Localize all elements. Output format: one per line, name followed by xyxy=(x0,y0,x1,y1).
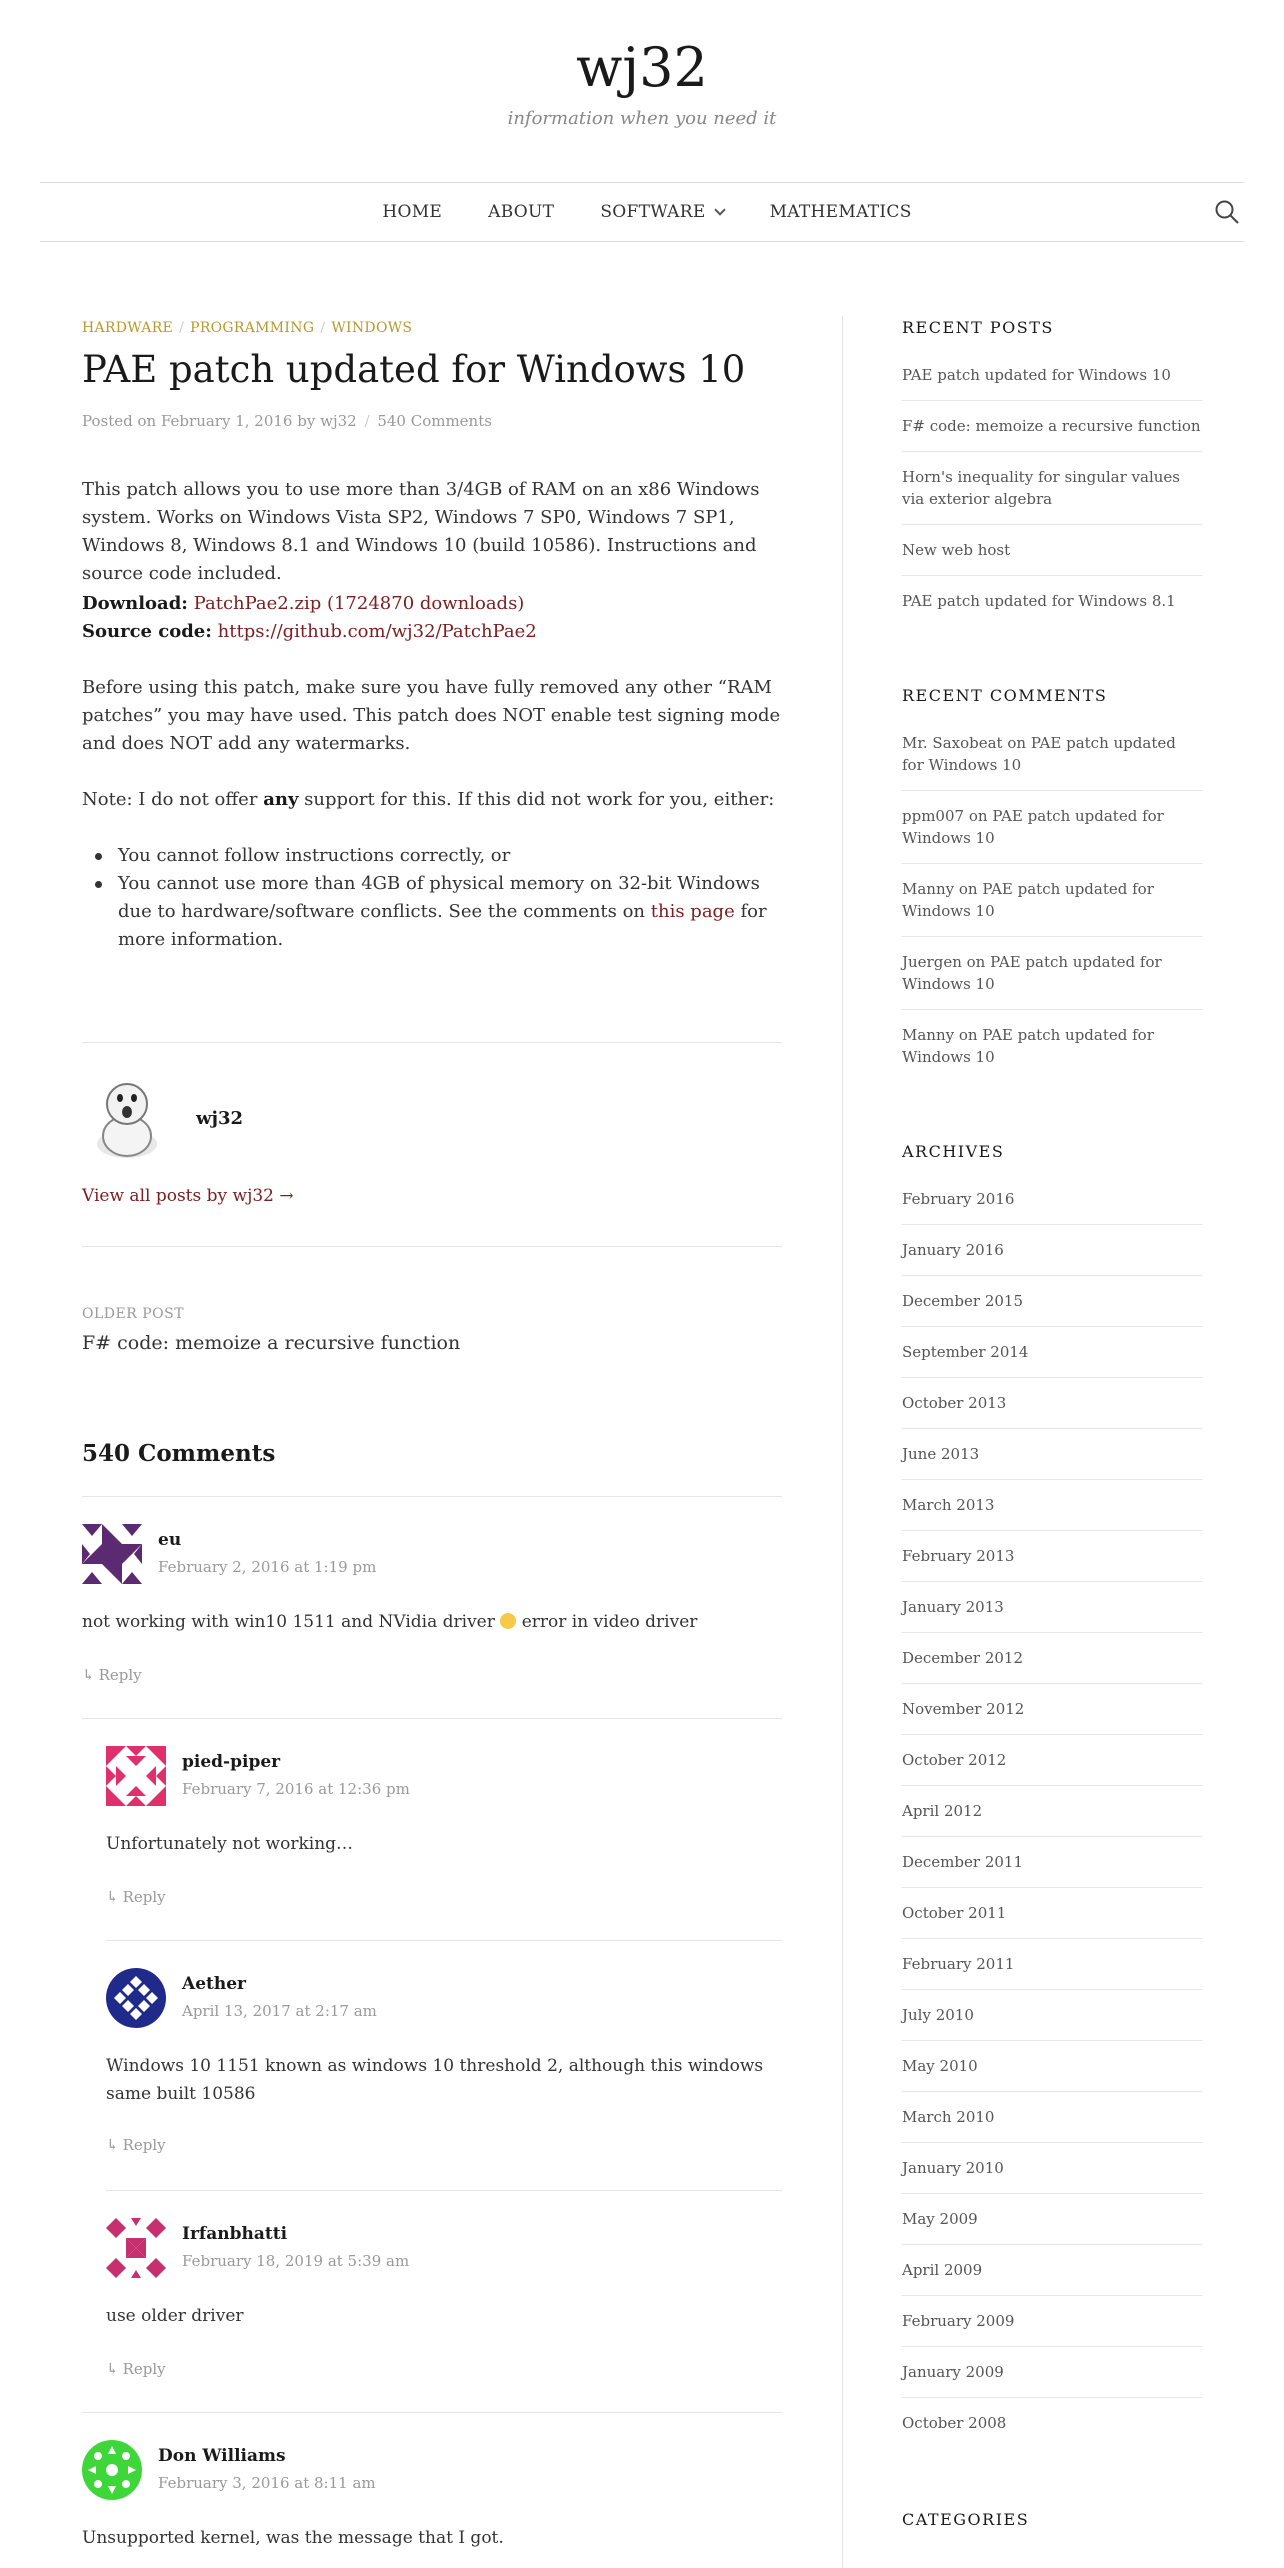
archive-link[interactable]: December 2015 xyxy=(902,1276,1202,1327)
reply-label: Reply xyxy=(122,2136,166,2154)
archive-link[interactable]: October 2013 xyxy=(902,1378,1202,1429)
post-warning: Before using this patch, make sure you have fully removed any other “RAM patches” you may have used. This patch does NOT enable test signing mode and does NOT add any watermarks. xyxy=(82,677,781,754)
archive-link[interactable]: December 2012 xyxy=(902,1633,1202,1684)
recent-comment-on: on xyxy=(968,807,988,825)
comment-reply xyxy=(106,1968,782,2188)
archive-link[interactable]: November 2012 xyxy=(902,1684,1202,1735)
content-sidebar-divider xyxy=(842,316,843,2568)
divider xyxy=(82,1718,782,1719)
archive-link[interactable]: October 2012 xyxy=(902,1735,1202,1786)
recent-post-link[interactable]: F# code: memoize a recursive function xyxy=(902,401,1202,452)
archive-link[interactable]: October 2008 xyxy=(902,2414,1007,2432)
recent-comment-on: on xyxy=(966,953,986,971)
recent-comment-post-link[interactable]: PAE patch updated for Windows 10 xyxy=(902,880,1154,920)
archive-link[interactable]: May 2009 xyxy=(902,2194,1202,2245)
comment-reply xyxy=(106,1746,782,1946)
list-item xyxy=(82,870,782,954)
main-navigation xyxy=(40,182,1244,242)
source-label: Source code: xyxy=(82,621,212,642)
archive-link[interactable]: January 2009 xyxy=(902,2347,1202,2398)
post-title: PAE patch updated for Windows 10 xyxy=(82,348,746,391)
recent-comments-title: RECENT COMMENTS xyxy=(902,686,1108,705)
nav-item-software[interactable] xyxy=(600,202,723,222)
by-label: by xyxy=(297,412,316,430)
recent-comment-item xyxy=(902,937,1202,1010)
archive-link[interactable]: February 2013 xyxy=(902,1531,1202,1582)
note-text-after: support for this. If this did not work for you, either: xyxy=(304,789,775,810)
recent-comment-on: on xyxy=(958,880,978,898)
download-link[interactable]: PatchPae2.zip (1724870 downloads) xyxy=(193,593,525,614)
recent-comment-post-link[interactable]: PAE patch updated for Windows 10 xyxy=(902,807,1164,847)
sad-face-icon xyxy=(500,1613,516,1629)
nav-item-about[interactable]: ABOUT xyxy=(488,202,555,222)
archive-link[interactable]: April 2009 xyxy=(902,2245,1202,2296)
recent-comments-list xyxy=(902,732,1202,1082)
reply-label: Reply xyxy=(98,1666,142,1684)
bullet-text: You cannot follow instructions correctly, or xyxy=(118,845,511,866)
commenter-avatar xyxy=(106,1746,166,1806)
comment-text: Unfortunately not working… xyxy=(106,1834,354,1854)
archives-list xyxy=(902,1188,1202,2449)
chevron-down-icon[interactable] xyxy=(714,204,725,215)
archive-link[interactable]: April 2012 xyxy=(902,1786,1202,1837)
comments-count-link[interactable]: 540 Comments xyxy=(377,412,492,430)
download-label: Download: xyxy=(82,593,188,614)
reply-arrow-icon: ↳ xyxy=(106,2136,119,2154)
post-date-link[interactable]: February 1, 2016 xyxy=(160,412,293,430)
meta-separator: / xyxy=(364,412,370,430)
commenter-avatar xyxy=(82,1524,142,1584)
recent-post-link[interactable]: PAE patch updated for Windows 10 xyxy=(902,362,1202,401)
divider xyxy=(82,2412,782,2413)
nav-item-mathematics[interactable]: MATHEMATICS xyxy=(769,202,912,222)
recent-comment-author: Manny xyxy=(902,880,955,898)
note-bold: any xyxy=(263,789,299,810)
recent-comment-item xyxy=(902,1010,1202,1082)
this-page-link[interactable]: this page xyxy=(650,901,735,922)
reply-button[interactable] xyxy=(106,2136,166,2154)
recent-post-link[interactable]: PAE patch updated for Windows 8.1 xyxy=(902,592,1176,610)
category-separator: / xyxy=(320,320,326,336)
archive-link[interactable]: February 2016 xyxy=(902,1188,1202,1225)
comments-title: 540 Comments xyxy=(82,1440,276,1467)
comment-text-after: error in video driver xyxy=(521,1612,698,1632)
comment-date[interactable]: February 3, 2016 at 8:11 am xyxy=(158,2474,376,2492)
divider xyxy=(106,1940,782,1941)
archives-title: ARCHIVES xyxy=(902,1142,1005,1161)
older-post-link[interactable]: F# code: memoize a recursive function xyxy=(82,1332,461,1354)
archive-link[interactable]: December 2011 xyxy=(902,1837,1202,1888)
comment-date[interactable]: April 13, 2017 at 2:17 am xyxy=(182,2002,377,2020)
comment-author[interactable]: Irfanbhatti xyxy=(182,2224,288,2244)
nav-item-home[interactable]: HOME xyxy=(382,202,443,222)
commenter-avatar xyxy=(106,2218,166,2278)
comment-date[interactable]: February 2, 2016 at 1:19 pm xyxy=(158,1558,377,1576)
recent-comment-item xyxy=(902,791,1202,864)
bullet-text: You cannot use more than 4GB of physical memory on 32-bit Windows due to hardware/software conflicts. See the comments on xyxy=(118,873,760,922)
reply-arrow-icon: ↳ xyxy=(106,2360,119,2378)
list-item xyxy=(82,842,782,870)
reply-button[interactable] xyxy=(106,2360,166,2378)
recent-comment-item xyxy=(902,864,1202,937)
comment xyxy=(82,1524,782,1724)
divider xyxy=(82,1042,782,1043)
note-text-before: Note: I do not offer xyxy=(82,789,258,810)
view-all-posts-link[interactable]: View all posts by wj32 → xyxy=(82,1186,294,1206)
recent-comment-item xyxy=(902,732,1202,791)
reply-button[interactable] xyxy=(82,1666,142,1684)
comment-text: use older driver xyxy=(106,2306,244,2326)
archive-link[interactable]: February 2011 xyxy=(902,1939,1202,1990)
recent-posts-title: RECENT POSTS xyxy=(902,318,1054,337)
comment-author[interactable]: Aether xyxy=(182,1974,246,1994)
divider xyxy=(82,1246,782,1247)
comment xyxy=(82,2440,782,2568)
nav-item-software-label: SOFTWARE xyxy=(600,202,706,222)
posted-on-label: Posted on xyxy=(82,412,157,430)
post-note xyxy=(82,786,782,814)
archive-link[interactable]: June 2013 xyxy=(902,1429,1202,1480)
archive-link[interactable]: October 2011 xyxy=(902,1888,1202,1939)
categories-title: CATEGORIES xyxy=(902,2510,1030,2529)
reply-arrow-icon: ↳ xyxy=(82,1666,95,1684)
divider xyxy=(106,2190,782,2191)
author-avatar xyxy=(82,1070,172,1160)
category-link-hardware[interactable]: HARDWARE xyxy=(82,320,174,336)
comment-text xyxy=(82,1608,782,1636)
bullet-text: for more information. xyxy=(118,901,767,950)
author-box-name: wj32 xyxy=(196,1108,244,1129)
archive-link[interactable]: March 2010 xyxy=(902,2092,1202,2143)
divider xyxy=(82,1496,782,1497)
reply-label: Reply xyxy=(122,1888,166,1906)
recent-posts-list xyxy=(902,362,1202,626)
category-link-windows[interactable]: WINDOWS xyxy=(331,320,413,336)
comment-author[interactable]: eu xyxy=(158,1530,182,1550)
recent-comment-on: on xyxy=(1007,734,1027,752)
recent-comment-author: ppm007 xyxy=(902,807,965,825)
archive-link[interactable]: January 2016 xyxy=(902,1225,1202,1276)
comment-date[interactable]: February 18, 2019 at 5:39 am xyxy=(182,2252,410,2270)
archive-link[interactable]: February 2009 xyxy=(902,2296,1202,2347)
archive-link[interactable]: January 2010 xyxy=(902,2143,1202,2194)
recent-post-link[interactable]: Horn's inequality for singular values via exterior algebra xyxy=(902,452,1202,525)
reply-button[interactable] xyxy=(106,1888,166,1906)
recent-comment-author: Mr. Saxobeat xyxy=(902,734,1003,752)
category-link-programming[interactable]: PROGRAMMING xyxy=(190,320,315,336)
post-meta xyxy=(82,412,492,430)
source-code-link[interactable]: https://github.com/wj32/PatchPae2 xyxy=(217,621,537,642)
recent-comment-author: Juergen xyxy=(902,953,962,971)
comment-text: Unsupported kernel, was the message that I got. xyxy=(82,2528,504,2548)
source-line xyxy=(82,618,782,646)
comment-reply xyxy=(106,2218,782,2418)
commenter-avatar xyxy=(82,2440,142,2500)
reply-label: Reply xyxy=(122,2360,166,2378)
post-categories xyxy=(82,320,412,336)
archive-link[interactable]: January 2013 xyxy=(902,1582,1202,1633)
archive-link[interactable]: March 2013 xyxy=(902,1480,1202,1531)
site-description: information when you need it xyxy=(507,108,777,129)
older-post-label: OLDER POST xyxy=(82,1306,185,1322)
category-separator: / xyxy=(179,320,185,336)
recent-comment-post-link[interactable]: PAE patch updated for Windows 10 xyxy=(902,953,1162,993)
archive-link[interactable]: July 2010 xyxy=(902,1990,1202,2041)
comment-text-before: not working with win10 1511 and NVidia driver xyxy=(82,1612,495,1632)
commenter-avatar xyxy=(106,1968,166,2028)
comment-author[interactable]: Don Williams xyxy=(158,2446,286,2466)
archive-link[interactable]: May 2010 xyxy=(902,2041,1202,2092)
recent-comment-author: Manny xyxy=(902,1026,955,1044)
search-icon[interactable] xyxy=(1214,199,1240,225)
reply-arrow-icon: ↳ xyxy=(106,1888,119,1906)
post-bullet-list xyxy=(82,842,782,954)
post-author-link[interactable]: wj32 xyxy=(320,412,357,430)
recent-comment-on: on xyxy=(958,1026,978,1044)
post-intro: This patch allows you to use more than 3/4GB of RAM on an x86 Windows system. Works on Windows Vista SP2, Windows 7 SP0, Windows 7 SP1, Windows 8, Windows 8.1 and Windows 10 (build 10586). Instructions and source code included. xyxy=(82,479,760,584)
comment-text: Windows 10 1151 known as windows 10 threshold 2, although this windows same built 10586 xyxy=(106,2056,764,2104)
recent-comment-post-link[interactable]: PAE patch updated for Windows 10 xyxy=(902,734,1176,774)
download-line xyxy=(82,590,782,618)
recent-comment-post-link[interactable]: PAE patch updated for Windows 10 xyxy=(902,1026,1154,1066)
comment-date[interactable]: February 7, 2016 at 12:36 pm xyxy=(182,1780,410,1798)
archive-link[interactable]: September 2014 xyxy=(902,1327,1202,1378)
site-title[interactable]: wj32 xyxy=(576,36,708,99)
comment-author[interactable]: pied-piper xyxy=(182,1752,281,1772)
recent-post-link[interactable]: New web host xyxy=(902,525,1202,576)
